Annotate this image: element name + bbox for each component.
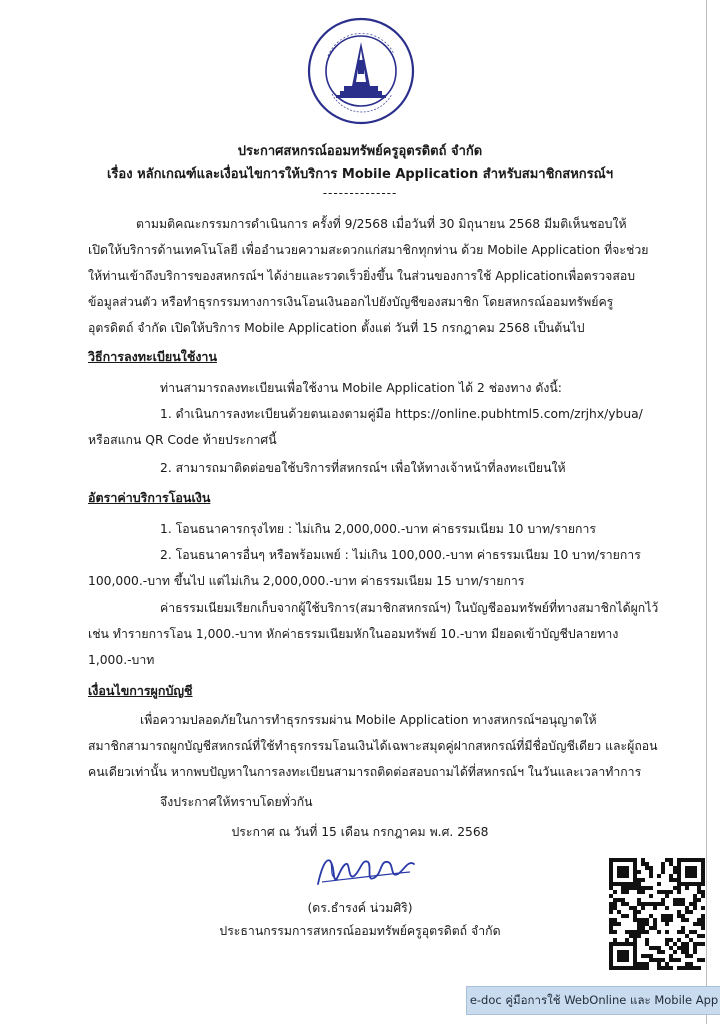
binding-line: สมาชิกสามารถผูกบัญชีสหกรณ์ที่ใช้ทำธุรกรรมโอนเงินได้เฉพาะสมุดคู่ฝากสหกรณ์ที่มีชื่อบัญชีเดียว และผู้ถอน	[88, 739, 658, 753]
intro-line: ตามมติคณะกรรมการดำเนินการ ครั้งที่ 9/2568 เมื่อวันที่ 30 มิถุนายน 2568 มีมติเห็นชอบให้	[136, 217, 627, 231]
intro-line: ให้ท่านเข้าถึงบริการของสหกรณ์ฯ ได้ง่ายและรวดเร็วยิ่งขึ้น ในส่วนของการใช้ Applicationเพื่อตรวจสอบ	[88, 269, 636, 283]
signature	[310, 846, 420, 894]
registration-line: ท่านสามารถลงทะเบียนเพื่อใช้งาน Mobile Application ได้ 2 ช่องทาง ดังนี้:	[160, 381, 562, 395]
announcement-subject: เรื่อง หลักเกณฑ์และเงื่อนไขการให้บริการ Mobile Application สำหรับสมาชิกสหกรณ์ฯ	[106, 167, 614, 182]
fee-line: 1,000.-บาท	[88, 653, 155, 667]
fee-line: เช่น ทำรายการโอน 1,000.-บาท หักค่าธรรมเนียมหักในออมทรัพย์ 10.-บาท มียอดเข้าบัญชีปลายทาง	[88, 627, 619, 641]
announcement-date: ประกาศ ณ วันที่ 15 เดือน กรกฎาคม พ.ศ. 2568	[231, 825, 489, 839]
registration-line: หรือสแกน QR Code ท้ายประกาศนี้	[88, 433, 277, 447]
signer-title: ประธานกรรมการสหกรณ์ออมทรัพย์ครูอุตรดิตถ์ จำกัด	[219, 924, 501, 938]
closing-announce: จึงประกาศให้ทราบโดยทั่วกัน	[160, 795, 313, 809]
binding-line: เพื่อความปลอดภัยในการทำธุรกรรมผ่าน Mobile Application ทางสหกรณ์ฯอนุญาตให้	[140, 713, 597, 727]
intro-line: อุตรดิตถ์ จำกัด เปิดให้บริการ Mobile Application ตั้งแต่ วันที่ 15 กรกฎาคม 2568 เป็นต้นไป	[88, 321, 585, 335]
fee-line: ค่าธรรมเนียมเรียกเก็บจากผู้ใช้บริการ(สมาชิกสหกรณ์ฯ) ในบัญชีออมทรัพย์ที่ทางสมาชิกได้ผูกไว้	[160, 601, 659, 615]
fee-line: 100,000.-บาท ขึ้นไป แต่ไม่เกิน 2,000,000.-บาท ค่าธรรมเนียม 15 บาท/รายการ	[88, 574, 525, 588]
binding-heading: เงื่อนไขการผูกบัญชี	[88, 683, 193, 698]
announcement-title: ประกาศสหกรณ์ออมทรัพย์ครูอุตรดิตถ์ จำกัด	[237, 144, 483, 159]
divider: --------------	[322, 186, 398, 200]
intro-line: เปิดให้บริการด้านเทคโนโลยี เพื่ออำนวยความสะดวกแก่สมาชิกทุกท่าน ด้วย Mobile Application ที่จะช่วย	[88, 243, 649, 257]
intro-line: ข้อมูลส่วนตัว หรือทำธุรกรรมทางการเงินโอนเงินออกไปยังบัญชีของสมาชิก โดยสหกรณ์ออมทรัพย์ครู	[88, 295, 614, 309]
registration-heading: วิธีการลงทะเบียนใช้งาน	[88, 349, 217, 364]
edoc-manual-link[interactable]: e-doc คู่มือการใช้ WebOnline และ Mobile App	[466, 986, 720, 1015]
fee-line: 2. โอนธนาคารอื่นๆ หรือพร้อมเพย์ : ไม่เกิน 100,000.-บาท ค่าธรรมเนียม 10 บาท/รายการ	[160, 548, 641, 562]
qr-code-icon[interactable]	[608, 856, 706, 972]
fee-line: 1. โอนธนาคารกรุงไทย : ไม่เกิน 2,000,000.-บาท ค่าธรรมเนียม 10 บาท/รายการ	[160, 522, 596, 536]
signer-name: (ดร.ธำรงค์ น่วมศิริ)	[307, 901, 413, 915]
registration-manual-link[interactable]: 1. ดำเนินการลงทะเบียนด้วยตนเองตามคู่มือ https://online.pubhtml5.com/zrjhx/ybua/	[160, 407, 643, 421]
fees-heading: อัตราค่าบริการโอนเงิน	[88, 490, 211, 505]
cooperative-seal-logo	[306, 16, 416, 126]
binding-line: คนเดียวเท่านั้น หากพบปัญหาในการลงทะเบียนสามารถติดต่อสอบถามได้ที่สหกรณ์ฯ ในวันและเวลาทำการ	[88, 765, 642, 779]
registration-line: 2. สามารถมาติดต่อขอใช้บริการที่สหกรณ์ฯ เพื่อให้ทางเจ้าหน้าที่ลงทะเบียนให้	[160, 461, 566, 475]
